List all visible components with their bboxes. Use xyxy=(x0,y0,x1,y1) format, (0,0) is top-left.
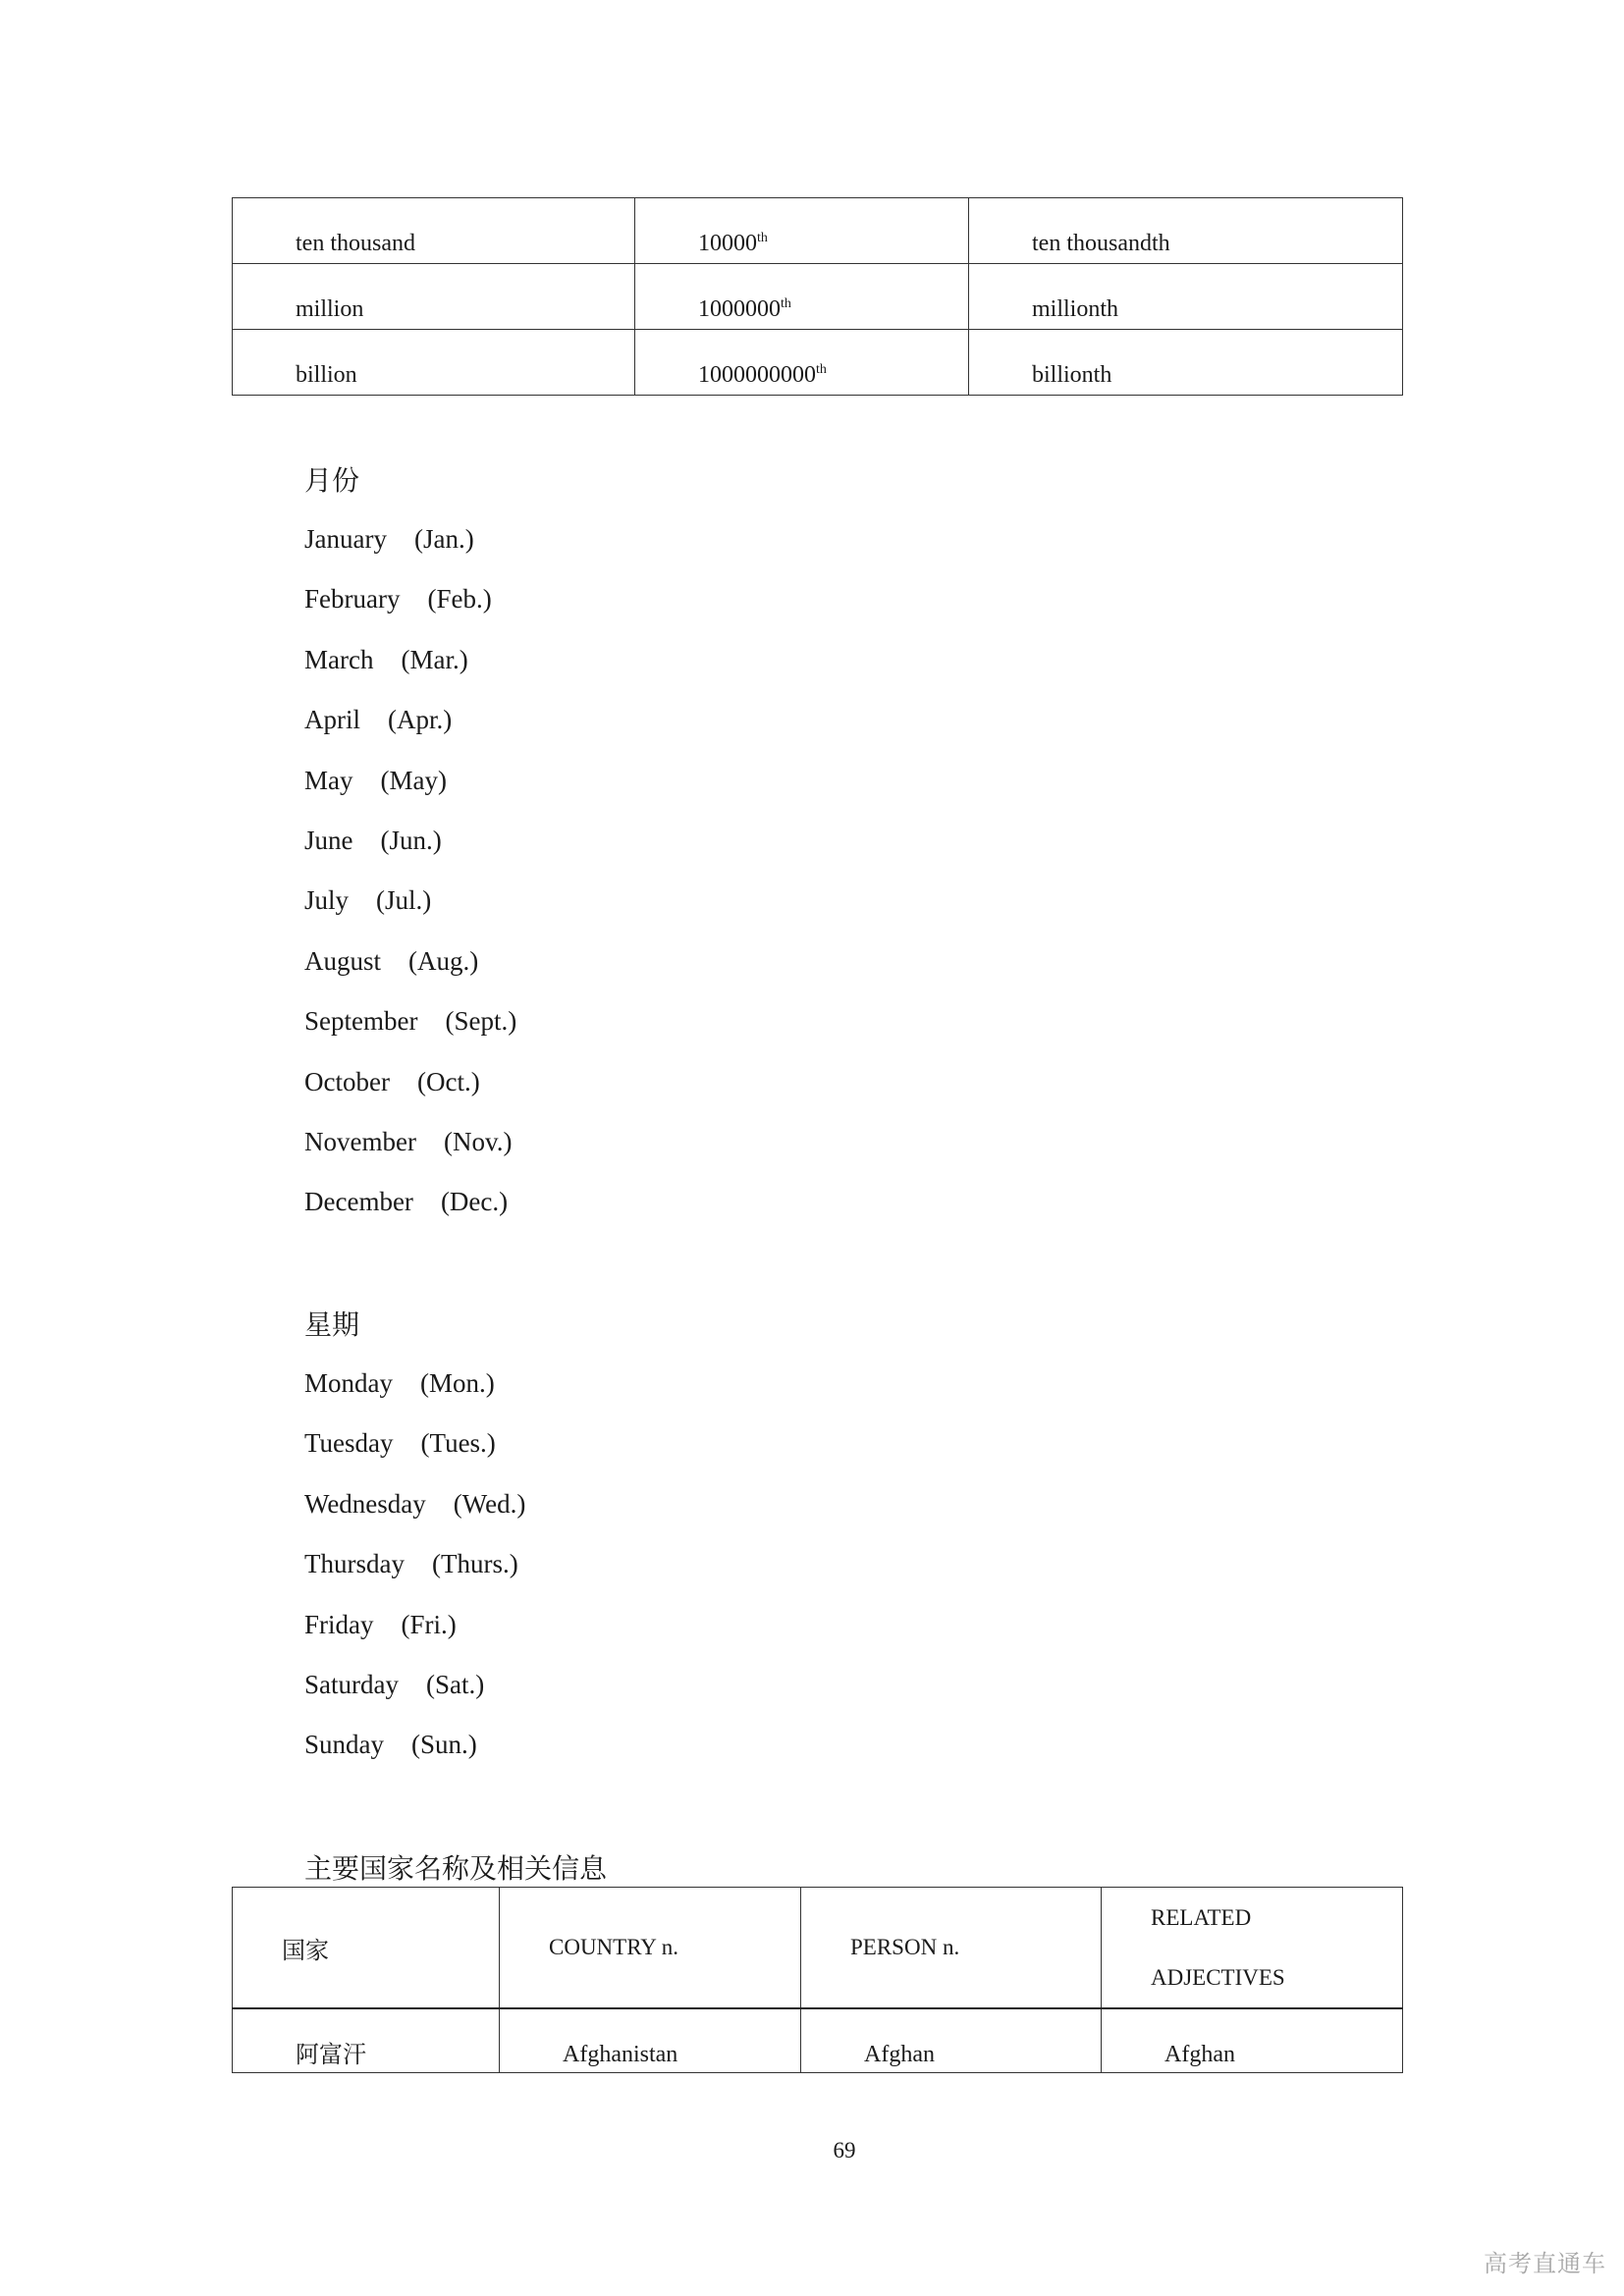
months-heading: 月份 xyxy=(304,464,360,497)
list-item: Thursday (Thurs.) xyxy=(304,1549,518,1579)
cardinal-word: billion xyxy=(233,330,635,396)
list-item: July (Jul.) xyxy=(304,885,432,916)
column-header-country: COUNTRY n. xyxy=(500,1888,801,2009)
list-item: August (Aug.) xyxy=(304,945,479,976)
list-item: September (Sept.) xyxy=(304,1006,517,1037)
month-list xyxy=(304,526,516,1250)
weekdays-heading: 星期 xyxy=(304,1308,360,1341)
list-item: November (Nov.) xyxy=(304,1126,513,1156)
list-item: Saturday (Sat.) xyxy=(304,1669,485,1699)
weekday-list xyxy=(304,1370,525,1792)
adjective-cell: Afghan xyxy=(1102,2008,1403,2073)
cardinal-word: million xyxy=(233,264,635,330)
table-row xyxy=(233,2008,1403,2073)
watermark: 高考直通车 xyxy=(1484,2250,1606,2277)
list-item: February (Feb.) xyxy=(304,584,492,614)
person-cell: Afghan xyxy=(801,2008,1102,2073)
list-item: Sunday (Sun.) xyxy=(304,1730,477,1760)
table-header-row xyxy=(233,1888,1403,2009)
ordinal-number: 1000000000th xyxy=(635,330,969,396)
ordinal-word: billionth xyxy=(969,330,1403,396)
list-item: December (Dec.) xyxy=(304,1187,509,1217)
ordinal-number: 10000th xyxy=(635,198,969,264)
table-row xyxy=(233,330,1403,396)
list-item: Tuesday (Tues.) xyxy=(304,1428,496,1459)
ordinal-numbers-table xyxy=(232,197,1403,396)
countries-caption: 主要国家名称及相关信息 xyxy=(304,1852,608,1885)
ordinal-word: millionth xyxy=(969,264,1403,330)
page-number: 69 xyxy=(833,2138,856,2163)
column-header-person: PERSON n. xyxy=(801,1888,1102,2009)
list-item: Friday (Fri.) xyxy=(304,1609,457,1639)
list-item: April (Apr.) xyxy=(304,705,453,735)
country-cell: Afghanistan xyxy=(500,2008,801,2073)
cardinal-word: ten thousand xyxy=(233,198,635,264)
list-item: May (May) xyxy=(304,765,447,795)
column-header-country-zh: 国家 xyxy=(233,1888,500,2009)
list-item: Wednesday (Wed.) xyxy=(304,1488,526,1519)
table-row xyxy=(233,264,1403,330)
table-row xyxy=(233,198,1403,264)
ordinal-word: ten thousandth xyxy=(969,198,1403,264)
list-item: Monday (Mon.) xyxy=(304,1368,495,1398)
country-zh-cell: 阿富汗 xyxy=(233,2008,500,2073)
list-item: June (Jun.) xyxy=(304,825,442,855)
ordinal-number: 1000000th xyxy=(635,264,969,330)
list-item: March (Mar.) xyxy=(304,644,468,674)
column-header-adjectives: RELATED ADJECTIVES xyxy=(1102,1888,1403,2009)
countries-table xyxy=(232,1887,1403,2073)
list-item: October (Oct.) xyxy=(304,1066,480,1096)
list-item: January (Jan.) xyxy=(304,524,474,554)
